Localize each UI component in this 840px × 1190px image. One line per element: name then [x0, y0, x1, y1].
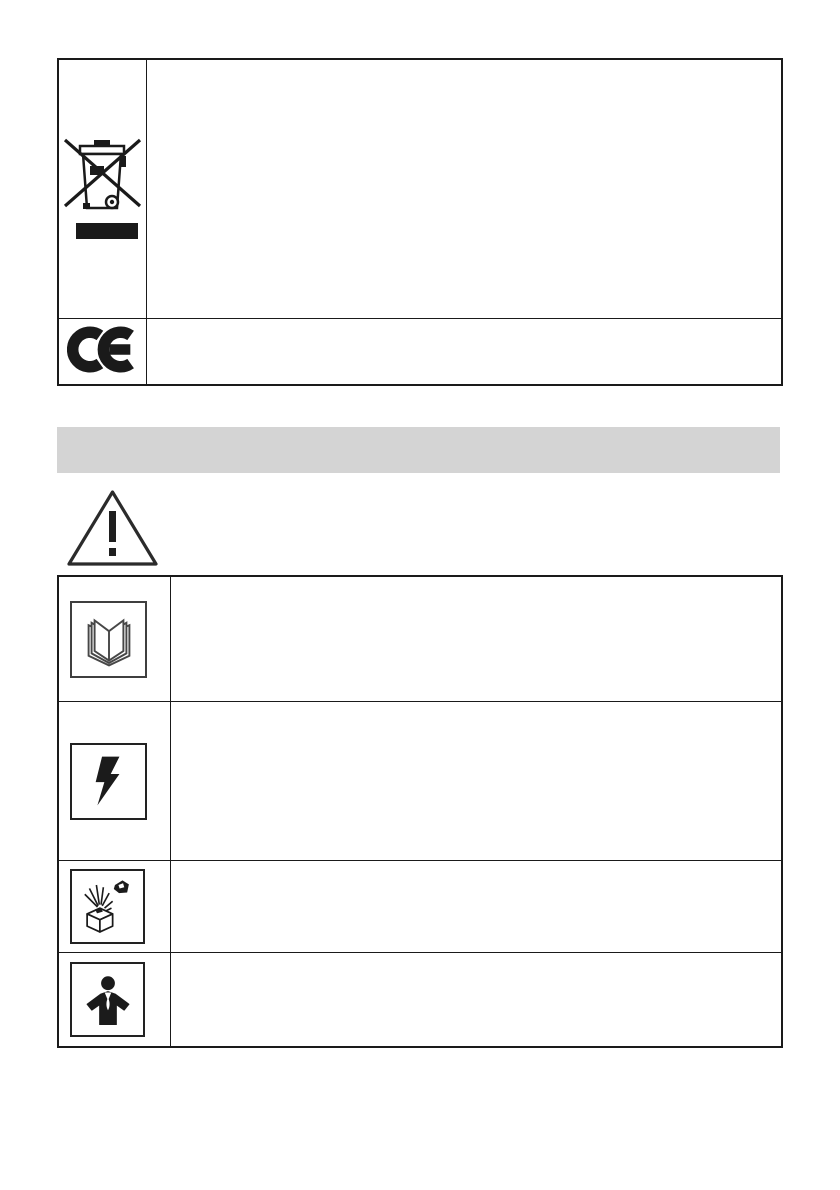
- weee-icon-cell: [59, 60, 147, 318]
- compliance-symbol-table: [57, 58, 783, 386]
- table-row-high-voltage: [59, 701, 781, 860]
- read-manual-icon-cell: [59, 577, 171, 701]
- table-row-explosion: [59, 860, 781, 952]
- ce-icon-cell: [59, 319, 147, 384]
- table-row-ce: [59, 318, 781, 384]
- table-row-body-protection: [59, 952, 781, 1046]
- weee-crossed-out-wheelie-bin-icon: [64, 135, 142, 244]
- explosion-icon-cell: [59, 861, 171, 952]
- high-voltage-icon-cell: [59, 702, 171, 860]
- ce-description: [147, 319, 781, 384]
- safety-symbol-table: [57, 575, 783, 1048]
- weee-description: [147, 60, 781, 318]
- high-voltage-lightning-icon: [70, 743, 147, 820]
- read-manual-open-book-icon: [70, 601, 147, 678]
- explosion-hazard-icon: [70, 869, 145, 944]
- body-protection-description: [171, 953, 781, 1046]
- high-voltage-description: [171, 702, 781, 860]
- table-row-read-manual: [59, 577, 781, 701]
- read-manual-description: [171, 577, 781, 701]
- warning-triangle-icon: [66, 489, 159, 567]
- explosion-description: [171, 861, 781, 952]
- table-row-weee: [59, 60, 781, 318]
- section-heading-band: [57, 427, 780, 473]
- ce-mark-icon: [67, 325, 138, 379]
- body-protection-icon-cell: [59, 953, 171, 1046]
- body-protection-person-icon: [70, 962, 145, 1037]
